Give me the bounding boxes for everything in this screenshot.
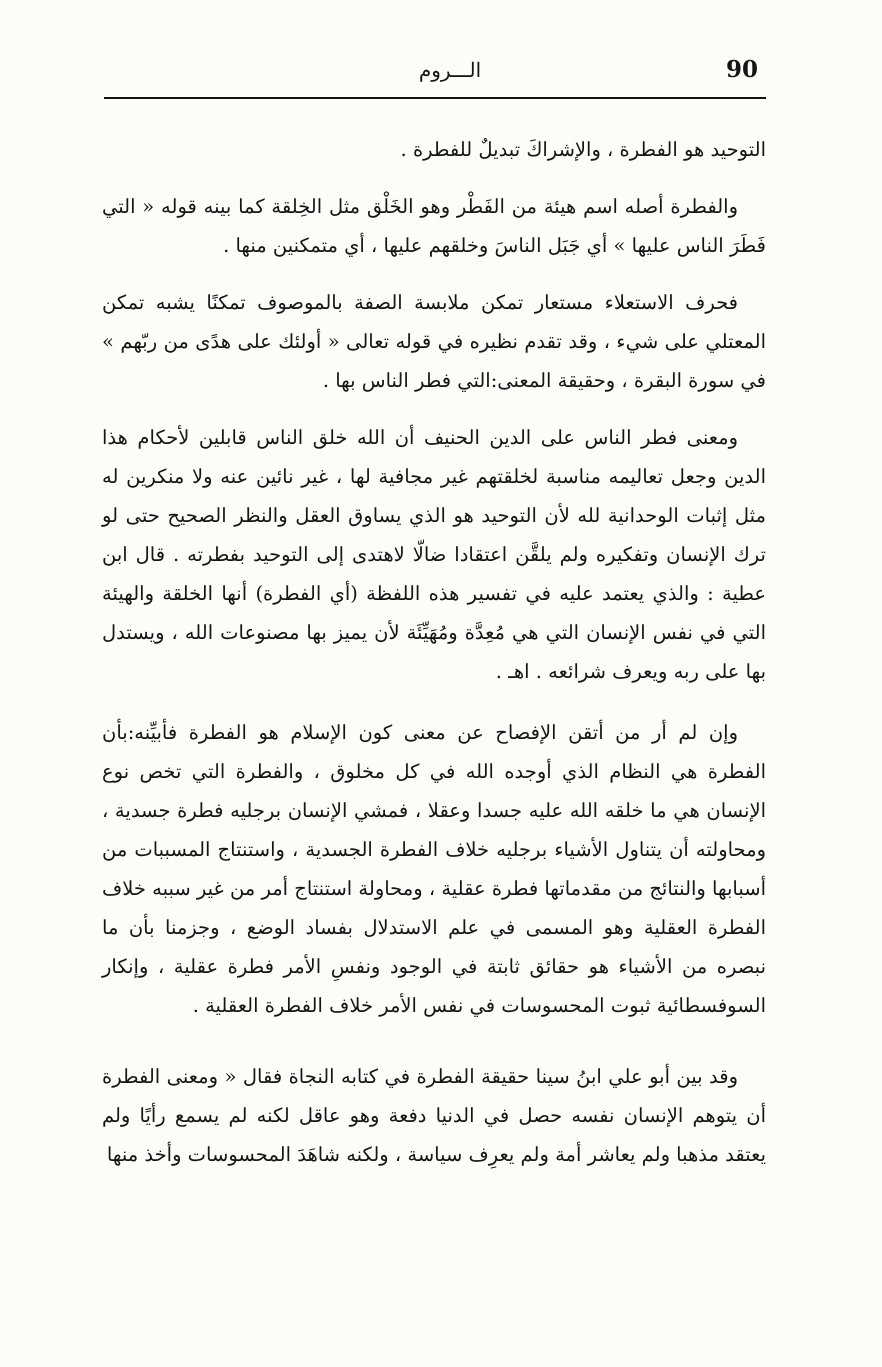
paragraph-1: التوحيد هو الفطرة ، والإشراكَ تبديلٌ للفطرة . bbox=[400, 138, 766, 161]
body-text bbox=[102, 130, 766, 1174]
paragraph-5: وإن لم أر من أتقن الإفصاح عن معنى كون الإسلام هو الفطرة فأبيِّنه:بأن الفطرة هي النظام الذي أوجده الله في كل مخلوق ، والفطرة التي تخص نوع الإنسان هي ما خلقه الله عليه جسدا وعقلا ، فمشي الإنسان برجليه فطرة جسدية ، ومحاولته أن يتناول الأشياء برجليه خلاف الفطرة الجسدية ، واستنتاج المسببات من أسبابها والنتائج من مقدماتها فطرة عقلية ، ومحاولة استنتاج أمر من غير سببه خلاف الفطرة العقلية وهو المسمى في علم الاستدلال بفساد الوضع ، وجزمنا بأن ما نبصره من الأشياء هو حقائق ثابتة في الوجود ونفسِ الأمر فطرة عقلية ، وإنكار السوفسطائية ثبوت المحسوسات في نفس الأمر خلاف الفطرة العقلية . bbox=[102, 721, 766, 1017]
paragraph-3: فحرف الاستعلاء مستعار تمكن ملابسة الصفة بالموصوف تمكنًا يشبه تمكن المعتلي على شيء ، وقد تقدم نظيره في قوله تعالى « أولئك على هدًى من ربّهم » في سورة البقرة ، وحقيقة المعنى:التي فطر الناس بها . bbox=[102, 291, 766, 392]
page-header bbox=[104, 56, 766, 96]
header-rule bbox=[104, 97, 766, 99]
paragraph-6: وقد بين أبو علي ابنُ سينا حقيقة الفطرة في كتابه النجاة فقال « ومعنى الفطرة أن يتوهم الإنسان نفسه حصل في الدنيا دفعة وهو عاقل لكنه لم يسمع رأيًا ولم يعتقد مذهبا ولم يعاشر أمة ولم يعرِف سياسة ، ولكنه شاهَدَ المحسوسات وأخذ منها bbox=[102, 1065, 766, 1166]
running-title: الـــروم bbox=[418, 58, 482, 82]
paragraph-4: ومعنى فطر الناس على الدين الحنيف أن الله خلق الناس قابلين لأحكام هذا الدين وجعل تعاليمه مناسبة لخلقتهم غير مجافية لها ، غير نائين عنه ولا منكرين له مثل إثبات الوحدانية لله لأن التوحيد هو الذي يساوق العقل والنظر الصحيح حتى لو ترك الإنسان وتفكيره ولم يلقَّن اعتقادا ضالّا لاهتدى إلى التوحيد بفطرته . قال ابن عطية : والذي يعتمد عليه في تفسير هذه اللفظة (أي الفطرة) أنها الخلقة والهيئة التي في نفس الإنسان التي هي مُعِدَّة ومُهَيِّئَة لأن يميز بها مصنوعات الله ، ويستدل بها على ربه ويعرف شرائعه . اهـ . bbox=[102, 426, 766, 683]
page-number: 90 bbox=[725, 56, 758, 83]
paragraph-2: والفطرة أصله اسم هيئة من الفَطْر وهو الخَلْق مثل الخِلقة كما بينه قوله « التي فَطَرَ الناس عليها » أي جَبَل الناسَ وخلقهم عليها ، أي متمكنين منها . bbox=[102, 195, 766, 257]
